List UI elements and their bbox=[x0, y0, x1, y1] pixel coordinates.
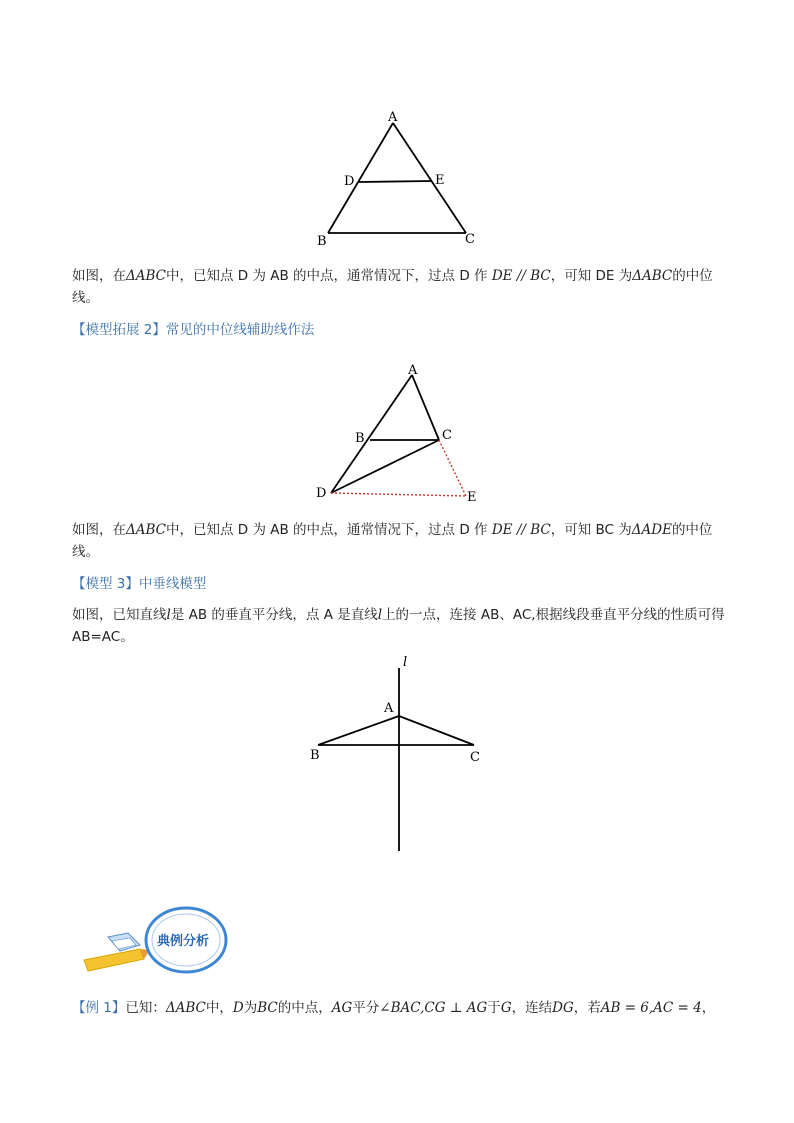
heading-model-extension-2: 【模型拓展 2】常见的中位线辅助线作法 bbox=[72, 322, 315, 338]
pencil-icon bbox=[84, 949, 150, 971]
label-c: C bbox=[470, 750, 480, 765]
example-1: 【例 1】已知：ΔABC中，D为BC的中点，AG平分∠BAC,CG ⊥ AG于G，连结DG，若AB = 6,AC = 4， bbox=[72, 1000, 716, 1016]
label-b: B bbox=[317, 234, 327, 249]
segment-ac bbox=[393, 123, 466, 233]
segment-dc bbox=[331, 440, 439, 493]
segment-de-dotted bbox=[331, 493, 466, 496]
label-a: A bbox=[388, 110, 398, 125]
label-l: l bbox=[403, 655, 408, 670]
paragraph-midline-2: 如图，在ΔABC中，已知点 D 为 AB 的中点，通常情况下，过点 D 作 DE // BC，可知 BC 为ΔADE的中位线。 bbox=[72, 522, 713, 560]
segment-ab bbox=[328, 123, 393, 233]
segment-ce-dotted bbox=[439, 440, 466, 496]
paragraph-midline-1: 如图，在ΔABC中，已知点 D 为 AB 的中点，通常情况下，过点 D 作 DE // BC，可知 DE 为ΔABC的中位线。 bbox=[72, 268, 713, 306]
segment-ab bbox=[318, 716, 399, 745]
segment-ac bbox=[399, 716, 474, 745]
segment-de bbox=[359, 181, 432, 182]
figure-perpendicular-bisector bbox=[300, 650, 500, 860]
figure-midline-auxiliary bbox=[305, 360, 495, 510]
segment-ad bbox=[331, 375, 412, 493]
label-e: E bbox=[435, 173, 445, 188]
segment-ac bbox=[412, 375, 439, 440]
label-b: B bbox=[310, 748, 320, 763]
label-d: D bbox=[316, 486, 327, 501]
label-e: E bbox=[467, 490, 477, 505]
label-a: A bbox=[384, 701, 394, 716]
example-1-tag: 【例 1】 bbox=[72, 1000, 126, 1016]
figure-triangle-midline bbox=[300, 105, 500, 255]
label-d: D bbox=[344, 174, 355, 189]
label-c: C bbox=[465, 232, 475, 247]
badge-label: 典例分析 bbox=[157, 934, 210, 949]
example-analysis-badge bbox=[80, 905, 230, 975]
book-icon bbox=[108, 933, 140, 951]
paragraph-perpendicular-bisector: 如图，已知直线l是 AB 的垂直平分线，点 A 是直线l上的一点，连接 AB、AC,根据线段垂直平分线的性质可得 AB=AC。 bbox=[72, 607, 725, 645]
heading-model-3: 【模型 3】中垂线模型 bbox=[72, 576, 207, 592]
label-a: A bbox=[408, 363, 418, 378]
label-c: C bbox=[442, 428, 452, 443]
label-b: B bbox=[355, 431, 365, 446]
